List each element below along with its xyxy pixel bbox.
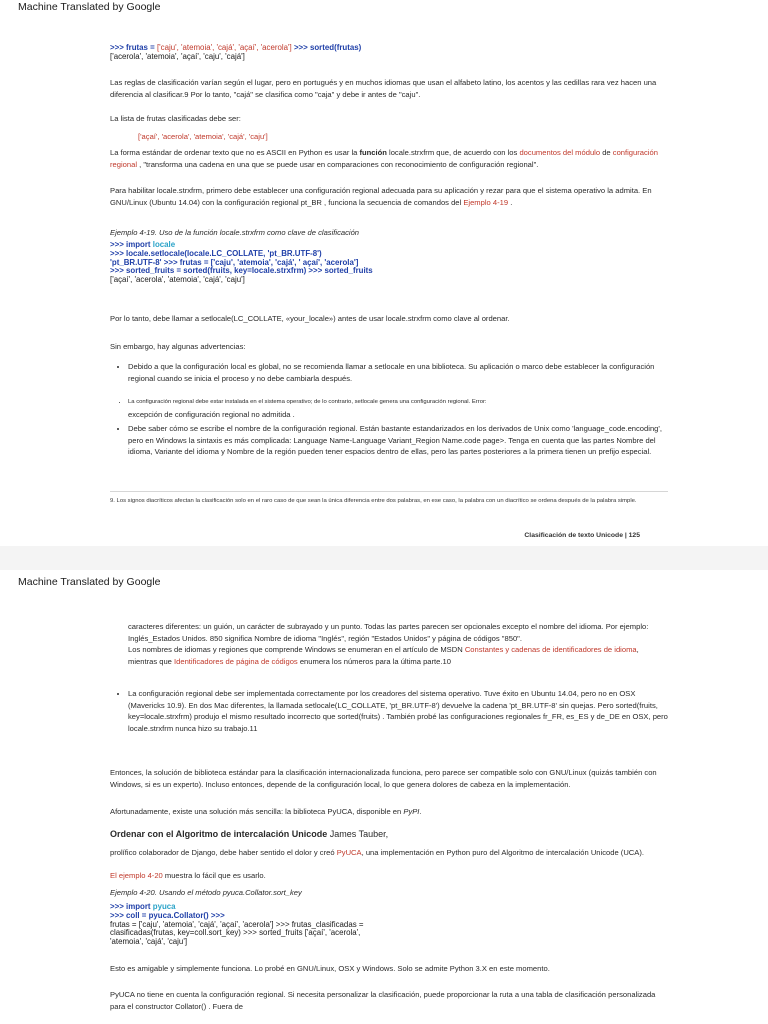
link-example-4-19[interactable]: Ejemplo 4-19 [463, 197, 509, 207]
page-2 [0, 570, 768, 1024]
text: caracteres diferentes: un guión, un carácter de subrayado y un punto. Todas las partes parecen ser opcionales excepto el nombre del idioma. Por ejemplo: Inglés_Estados Unidos. 850 significa Nombre de idioma "Inglés", región "Estados Unidos" y página de códigos "850". [128, 622, 649, 643]
list-item-continuation: excepción de configuración regional no admitida . [128, 409, 295, 419]
text: Los nombres de idiomas y regiones que comprende Windows se enumeran en el artículo de MSDN [128, 645, 465, 655]
text-italic: PyPI [403, 807, 420, 816]
code-line: >>> coll = pyuca.Collator() >>> [110, 910, 225, 920]
page-footer: Clasificación de texto Unicode | 125 [524, 532, 640, 539]
code-list: ['caju', 'atemoia', 'cajá', 'açaí', 'acerola'] [156, 43, 292, 52]
paragraph-example-4-20-ref [110, 870, 670, 882]
text: prolífico colaborador de Django, debe haber sentido el dolor y creó [110, 848, 337, 857]
paragraph-strxfrm [110, 147, 670, 170]
paragraph-works: Esto es amigable y simplemente funciona. Lo probé en GNU/Linux, OSX y Windows. Solo se admite Python 3.X en este momento. [110, 964, 550, 973]
code-line: clasificadas(frutas, key=coll.sort_key) >>> sorted_fruits ['açaí', 'acerola', [110, 928, 361, 938]
code-module: pyuca [152, 902, 176, 911]
paragraph-pyuca-creator [110, 847, 670, 859]
list-item: • Debido a que la configuración local es global, no se recomienda llamar a setlocale en una biblioteca. Su aplicación o marco debe establecer la configuración regional cuando se inicia el proceso y no debe cambiarla después. [128, 361, 668, 384]
list-item: • La configuración regional debe estar instalada en el sistema operativo; de lo contrario, setlocale genera una configuración regional. Error: [128, 397, 668, 409]
paragraph-enable-strxfrm [110, 185, 670, 208]
text: locale.strxfrm que, de acuerdo con los [386, 148, 520, 157]
text: de [600, 148, 613, 157]
text: . [508, 197, 513, 207]
paragraph-stdlib-solution: Entonces, la solución de biblioteca estándar para la clasificación internacionalizada funciona, pero parece ser compatible solo con GNU/Linux (quizás también con Windows, si es un experto). Incluso entonces, depende de la configuración local, lo que genera dolores de cabeza en la implementación. [110, 768, 657, 789]
link-language-identifier-constants[interactable]: Constantes y cadenas de identificadores de idioma [464, 645, 637, 655]
code-line: >>> locale.setlocale(locale.LC_COLLATE, 'pt_BR.UTF-8') [110, 248, 322, 258]
text: , "transforma una cadena en una que se puede usar en comparaciones con reconocimiento de configuración regional". [137, 159, 539, 169]
text: La forma estándar de ordenar texto que no es ASCII en Python es usar la [110, 148, 360, 157]
example-4-20-caption: Ejemplo 4-20. Usando el método pyuca.Collator.sort_key [110, 888, 302, 897]
code-line: frutas = ['caju', 'atemoia', 'cajá', 'açaí', 'acerola'] >>> frutas_clasificadas = [110, 919, 364, 929]
paragraph-pyuca-intro [110, 806, 670, 818]
text: enumera los números para la última parte.10 [297, 656, 451, 666]
sorted-fruit-list: ['açaí', 'acerola', 'atemoia', 'cajá', 'caju'] [138, 132, 268, 141]
code-prompt: >>> frutas = [110, 43, 157, 52]
code-block-example-4-19 [110, 241, 373, 285]
code-line: >>> sorted_fruits = sorted(fruits, key=locale.strxfrm) >>> sorted_fruits [110, 266, 373, 276]
link-code-page-identifiers[interactable]: Identificadores de página de códigos [174, 656, 298, 666]
code-block-example-4-20 [110, 903, 363, 947]
code-keyword: >>> import [110, 240, 153, 249]
section-heading-uca [110, 829, 670, 841]
heading-rest: James Tauber, [327, 829, 389, 839]
code-block-sorted-frutas [110, 44, 361, 62]
text: , una implementación en Python puro del Algoritmo de intercalación Unicode (UCA). [361, 848, 644, 857]
paragraph-pyuca-locale: PyUCA no tiene en cuenta la configuración regional. Si necesita personalizar la clasificación, puede proporcionar la ruta a una tabla de clasificación personalizada para el constructor Collator() . Fuera de [110, 990, 656, 1011]
code-line: 'pt_BR.UTF-8' >>> frutas = ['caju', 'atemoia', 'cajá', ' açaí', 'acerola'] [110, 257, 359, 267]
warnings-list-3 [116, 423, 668, 458]
code-output: ['acerola', 'atemoia', 'açaí', 'caju', 'cajá'] [110, 51, 245, 61]
code-keyword: >>> import [110, 902, 153, 911]
paragraph-warnings-intro: Sin embargo, hay algunas advertencias: [110, 342, 246, 351]
link-example-4-20[interactable]: El ejemplo 4-20 [110, 871, 163, 880]
warnings-list-2 [116, 397, 668, 420]
code-module: locale [152, 240, 176, 249]
heading-bold: Ordenar con el Algoritmo de intercalación Unicode [110, 829, 328, 839]
text: . [419, 807, 422, 816]
text: Afortunadamente, existe una solución más sencilla: la biblioteca PyUCA, disponible en [110, 807, 404, 816]
code-output: ['açaí', 'acerola', 'atemoia', 'cajá', 'caju'] [110, 275, 245, 285]
warnings-list [116, 361, 668, 384]
link-module-docs[interactable]: documentos del módulo [519, 148, 601, 157]
code-rest: >>> sorted(frutas) [291, 43, 362, 52]
code-output: 'atemoia', 'cajá', 'caju'] [110, 937, 188, 947]
machine-translated-header: Machine Translated by Google [18, 1, 161, 13]
paragraph-collation-rules: Las reglas de clasificación varían según el lugar, pero en portugués y en muchos idiomas que usan el alfabeto latino, los acentos y las cedillas rara vez hacen una diferencia al clasificar.9 Por lo tanto, "cajá" se clasifica como "caja" y debe ir antes de "caju". [110, 78, 657, 99]
list-item: • Debe saber cómo se escribe el nombre de la configuración regional. Están bastante estandarizados en los derivados de Unix como 'language_code.encoding', pero en Windows la sintaxis es más complicada: Language Name-Language Variant_Region Name.code page>. Tenga en cuenta que las partes Nombre del idioma, Variante del idioma y Nombre de la región pueden tener espacios dentro de ellas, pero las partes posteriores a la primera tienen un prefijo especial. [128, 423, 668, 458]
text: muestra lo fácil que es usarlo. [162, 871, 266, 880]
paragraph-sorted-list-intro: La lista de frutas clasificadas debe ser: [110, 114, 241, 123]
paragraph-setlocale: Por lo tanto, debe llamar a setlocale(LC_COLLATE, «your_locale») antes de usar locale.strxfrm como clave al ordenar. [110, 314, 510, 323]
text: , mientras que [128, 645, 639, 666]
warnings-list-4 [116, 688, 668, 734]
windows-locale-continuation [128, 621, 668, 667]
link-locale-config[interactable]: configuración regional [110, 148, 658, 169]
link-pyuca[interactable]: PyUCA [336, 848, 362, 857]
machine-translated-header: Machine Translated by Google [18, 576, 161, 588]
footnote-9: 9. Los signos diacríticos afectan la clasificación solo en el raro caso de que sean la única diferencia entre dos palabras, en ese caso, la palabra con un diacrítico se ordena después de la palabra simple. [110, 498, 637, 504]
text: Para habilitar locale.strxfrm, primero debe establecer una configuración regional adecuada para su aplicación y rezar para que el sistema operativo la admita. En GNU/Linux (Ubuntu 14.04) con la configuración regional pt_BR , funciona la secuencia de comandos del [110, 186, 652, 207]
text-bold: función [359, 148, 387, 157]
example-4-19-caption: Ejemplo 4-19. Uso de la función locale.strxfrm como clave de clasificación [110, 228, 360, 237]
footnote-divider [110, 491, 668, 492]
list-item: • La configuración regional debe ser implementada correctamente por los creadores del sistema operativo. Tuve éxito en Ubuntu 14.04, pero no en OSX (Mavericks 10.9). En dos Mac diferentes, la llamada setlocale(LC_COLLATE, 'pt_BR.UTF-8') devuelve la cadena 'pt_BR.UTF-8' sin quejas. Pero sorted(fruits, key=locale.strxfrm) produjo el mismo resultado incorrecto que sorted(fruits) . También probé las configuraciones regionales fr_FR, es_ES y de_DE en OSX, pero locale.strxfrm nunca hizo su trabajo.11 [128, 688, 668, 734]
